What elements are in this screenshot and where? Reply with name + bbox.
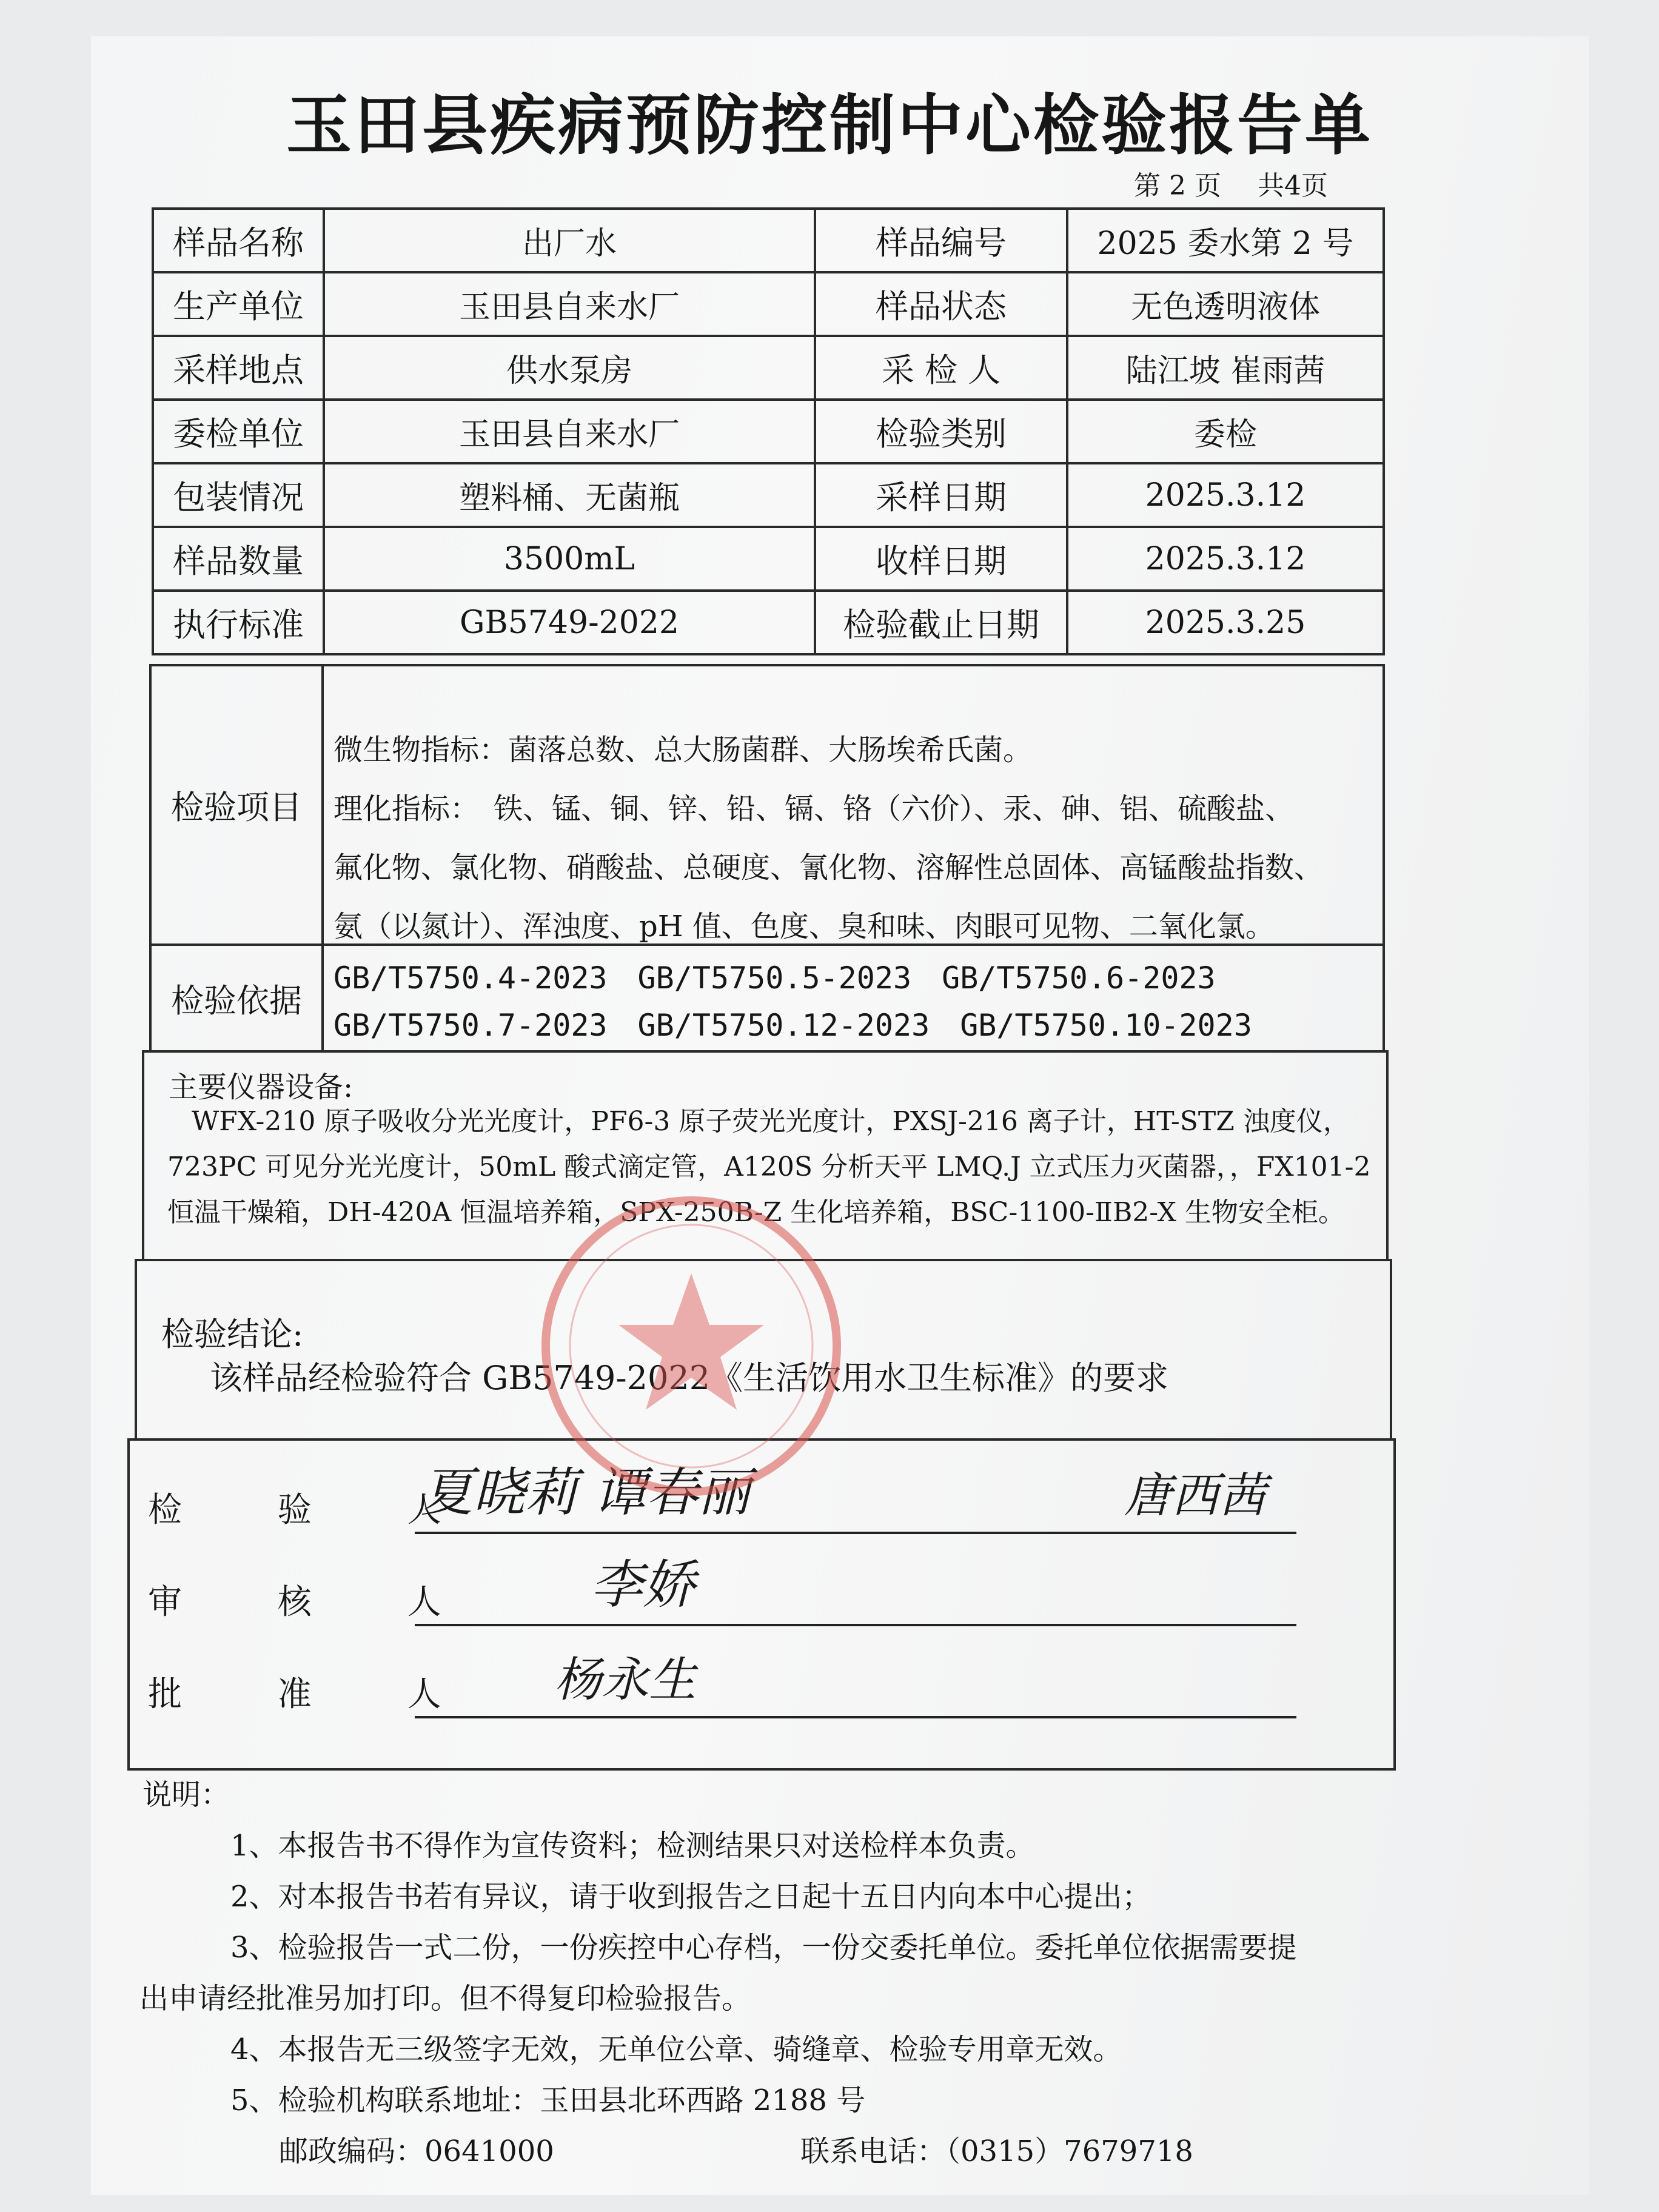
info-value: 2025 委水第 2 号 bbox=[1067, 209, 1384, 272]
equipment-label: 主要仪器设备: bbox=[169, 1070, 354, 1104]
info-value: 2025.3.25 bbox=[1067, 591, 1384, 654]
inspector-label: 检 验 人 bbox=[148, 1490, 484, 1530]
approver-row bbox=[130, 1649, 1393, 1740]
inspector-signature-line bbox=[415, 1532, 1296, 1534]
equipment-list: WFX-210 原子吸收分光光度计，PF6-3 原子荧光光度计，PXSJ-216 离子计，HT-STZ 浊度仪，723PC 可见分光光度计，50mL 酸式滴定管，A120S 分析天平 LMQ.J 立式压力灭菌器，，FX101-2 恒温干燥箱，DH-420A 恒温培养箱，SPX-250B-Z 生化培养箱，BSC-1100-ⅡB2-X 生物安全柜。 bbox=[167, 1106, 1371, 1228]
inspection-items-block bbox=[149, 664, 1385, 946]
sample-info-table bbox=[152, 207, 1385, 655]
note-item: 4、本报告无三级签字无效，无单位公章、骑缝章、检验专用章无效。 bbox=[230, 2033, 1122, 2066]
info-value: 出厂水 bbox=[324, 209, 815, 272]
approver-signature: 杨永生 bbox=[554, 1653, 697, 1708]
note-item-continued: 出申请经批准另加打印。但不得复印检验报告。 bbox=[139, 1982, 751, 2016]
reviewer-row bbox=[130, 1557, 1393, 1648]
standard-code: GB/T5750.4-2023 bbox=[333, 960, 608, 996]
info-label: 包装情况 bbox=[153, 463, 324, 527]
notes-section bbox=[139, 1769, 1401, 2177]
info-row bbox=[153, 336, 1384, 400]
note-item: 5、检验机构联系地址：玉田县北环西路 2188 号 bbox=[230, 2083, 866, 2117]
standard-code: GB/T5750.6-2023 bbox=[942, 960, 1216, 996]
standard-code: GB/T5750.10-2023 bbox=[960, 1008, 1252, 1043]
page-number: 第 2 页 bbox=[1134, 170, 1221, 201]
approver-label: 批 准 人 bbox=[148, 1675, 484, 1714]
info-row bbox=[153, 209, 1384, 272]
contact-line bbox=[139, 2126, 1401, 2177]
info-row bbox=[153, 527, 1384, 591]
inspector-signature: 夏晓莉 谭春丽 bbox=[421, 1463, 751, 1523]
standard-code: GB/T5750.7-2023 bbox=[333, 1008, 608, 1043]
info-label: 执行标准 bbox=[153, 591, 324, 654]
inspection-items-label: 检验项目 bbox=[152, 666, 324, 943]
info-value: 塑料桶、无菌瓶 bbox=[324, 463, 815, 527]
conclusion-label: 检验结论: bbox=[161, 1315, 304, 1353]
info-value: 陆江坡 崔雨茜 bbox=[1067, 336, 1384, 400]
info-label: 样品数量 bbox=[153, 527, 324, 591]
info-value: 2025.3.12 bbox=[1067, 527, 1384, 591]
phone-number: 联系电话：（0315）7679718 bbox=[800, 2134, 1193, 2168]
info-label: 样品名称 bbox=[153, 209, 324, 272]
inspection-basis-standards bbox=[333, 954, 1370, 1049]
items-line: 理化指标： 铁、锰、铜、锌、铅、镉、铬（六价）、汞、砷、铝、硫酸盐、 bbox=[333, 792, 1295, 826]
report-title: 玉田县疾病预防控制中心检验报告单 bbox=[286, 87, 1373, 164]
note-item: 1、本报告书不得作为宣传资料；检测结果只对送检样本负责。 bbox=[230, 1829, 1035, 1863]
inspection-items-text bbox=[333, 721, 1370, 956]
inspection-basis-label: 检验依据 bbox=[152, 946, 324, 1050]
official-seal-stamp bbox=[534, 1188, 849, 1504]
info-value: 2025.3.12 bbox=[1067, 463, 1384, 527]
info-label: 生产单位 bbox=[153, 272, 324, 336]
inspection-basis-block bbox=[149, 943, 1385, 1053]
info-value: 3500mL bbox=[324, 527, 815, 591]
info-value: 委检 bbox=[1067, 400, 1384, 463]
items-line: 氨（以氮计）、浑浊度、pH 值、色度、臭和味、肉眼可见物、二氧化氯。 bbox=[333, 910, 1275, 943]
info-value: 玉田县自来水厂 bbox=[324, 272, 815, 336]
standard-code: GB/T5750.5-2023 bbox=[637, 960, 912, 996]
info-label: 样品状态 bbox=[815, 272, 1067, 336]
page-indicator bbox=[1134, 164, 1328, 203]
info-label: 收样日期 bbox=[815, 527, 1067, 591]
info-label: 检验截止日期 bbox=[815, 591, 1067, 654]
note-item: 3、检验报告一式二份，一份疾控中心存档，一份交委托单位。委托单位依据需要提 bbox=[230, 1931, 1297, 1965]
standard-code: GB/T5750.12-2023 bbox=[637, 1008, 930, 1043]
info-row bbox=[153, 463, 1384, 527]
info-value: 供水泵房 bbox=[324, 336, 815, 400]
page-total: 共4页 bbox=[1257, 170, 1328, 201]
reviewer-label: 审 核 人 bbox=[148, 1583, 484, 1622]
items-line: 微生物指标：菌落总数、总大肠菌群、大肠埃希氏菌。 bbox=[333, 733, 1033, 767]
info-label: 检验类别 bbox=[815, 400, 1067, 463]
reviewer-signature: 李娇 bbox=[591, 1555, 695, 1615]
info-label: 样品编号 bbox=[815, 209, 1067, 272]
info-label: 采 检 人 bbox=[815, 336, 1067, 400]
info-row bbox=[153, 591, 1384, 654]
approver-signature-line bbox=[415, 1716, 1296, 1718]
notes-heading: 说明： bbox=[142, 1778, 230, 1812]
note-item: 2、对本报告书若有异议，请于收到报告之日起十五日内向本中心提出； bbox=[230, 1880, 1151, 1914]
info-row bbox=[153, 400, 1384, 463]
info-value: 玉田县自来水厂 bbox=[324, 400, 815, 463]
info-label: 采样地点 bbox=[153, 336, 324, 400]
inspector-signature-2: 唐西茜 bbox=[1124, 1469, 1267, 1523]
info-label: 委检单位 bbox=[153, 400, 324, 463]
items-line: 氟化物、氯化物、硝酸盐、总硬度、氰化物、溶解性总固体、高锰酸盐指数、 bbox=[333, 851, 1324, 885]
info-value: GB5749-2022 bbox=[324, 591, 815, 654]
info-value: 无色透明液体 bbox=[1067, 272, 1384, 336]
conclusion-text: 该样品经检验符合 GB5749-2022《生活饮用水卫生标准》的要求 bbox=[210, 1359, 1169, 1397]
postcode: 邮政编码：0641000 bbox=[279, 2134, 554, 2168]
info-row bbox=[153, 272, 1384, 336]
info-label: 采样日期 bbox=[815, 463, 1067, 527]
reviewer-signature-line bbox=[415, 1624, 1296, 1626]
